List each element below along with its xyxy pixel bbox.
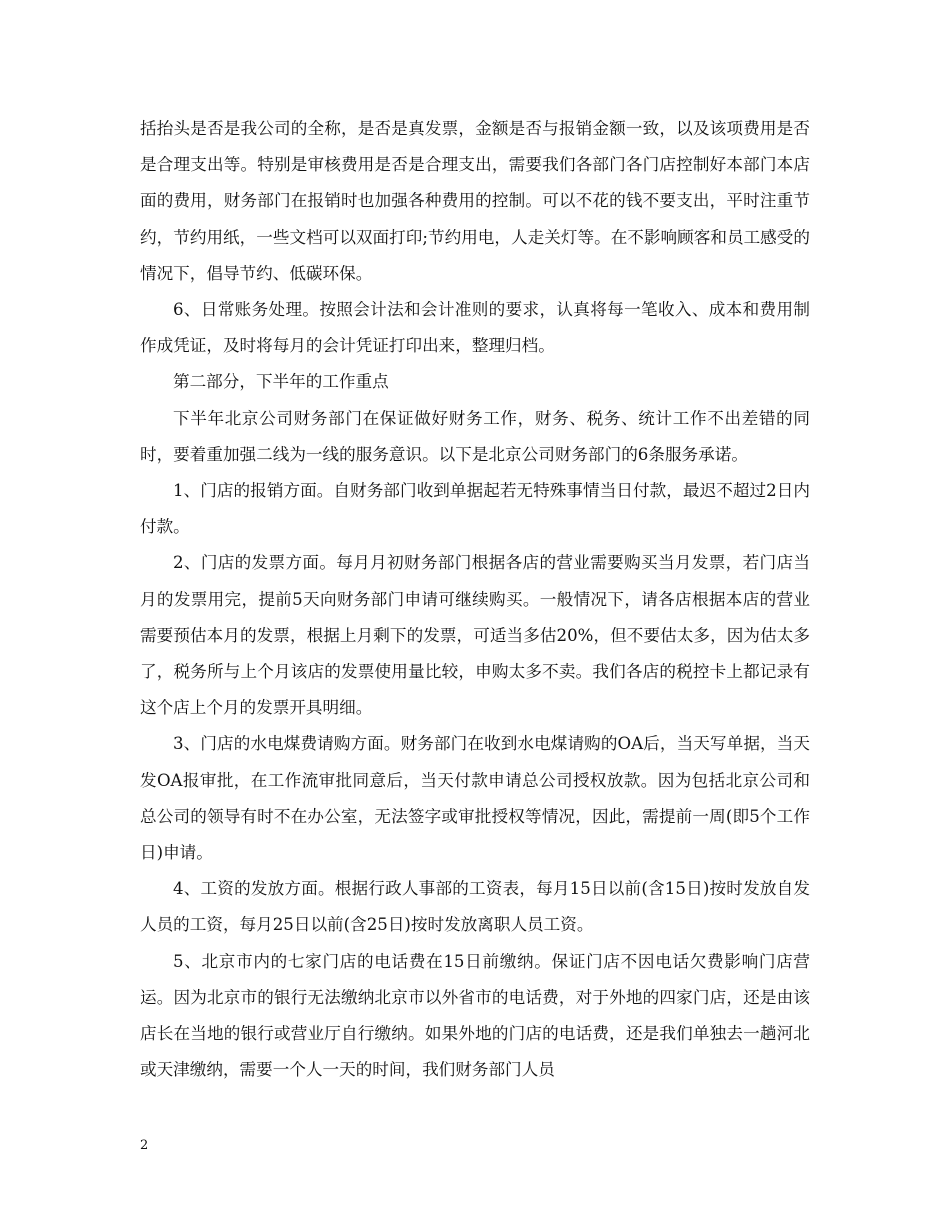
section-heading: 第二部分，下半年的工作重点 (173, 372, 389, 392)
paragraph-item-3: 3、门店的水电煤费请购方面。财务部门在收到水电煤请购的OA后，当天写单据，当天发OA报审批，在工作流审批同意后，当天付款申请总公司授权放款。因为包括北京公司和总公司的领导有时不在办公室，无法签字或审批授权等情况，因此，需提前一周(即5个工作日)申请。 (140, 734, 810, 863)
paragraph-item-1: 1、门店的报销方面。自财务部门收到单据起若无特殊事情当日付款，最迟不超过2日内付款。 (140, 481, 810, 537)
paragraph-intro: 下半年北京公司财务部门在保证做好财务工作，财务、税务、统计工作不出差错的同时，要着重加强二线为一线的服务意识。以下是北京公司财务部门的6条服务承诺。 (140, 408, 810, 464)
paragraph-item-5: 5、北京市内的七家门店的电话费在15日前缴纳。保证门店不因电话欠费影响门店营运。因为北京市的银行无法缴纳北京市以外省市的电话费，对于外地的四家门店，还是由该店长在当地的银行或营业厅自行缴纳。如果外地的门店的电话费，还是我们单独去一趟河北或天津缴纳，需要一个人一天的时间，我们财务部门人员 (140, 951, 810, 1080)
document-body (140, 111, 810, 1088)
paragraph-item-4: 4、工资的发放方面。根据行政人事部的工资表，每月15日以前(含15日)按时发放自发人员的工资，每月25日以前(含25日)按时发放离职人员工资。 (140, 879, 810, 935)
page-number: 2 (140, 1138, 149, 1153)
paragraph-item-6: 6、日常账务处理。按照会计法和会计准则的要求，认真将每一笔收入、成本和费用制作成凭证，及时将每月的会计凭证打印出来，整理归档。 (140, 300, 810, 356)
paragraph-item-2: 2、门店的发票方面。每月月初财务部门根据各店的营业需要购买当月发票，若门店当月的发票用完，提前5天向财务部门申请可继续购买。一般情况下，请各店根据本店的营业需要预估本月的发票，根据上月剩下的发票，可适当多估20%，但不要估太多，因为估太多了，税务所与上个月该店的发票使用量比较，申购太多不卖。我们各店的税控卡上都记录有这个店上个月的发票开具明细。 (140, 553, 810, 718)
paragraph-continuation: 括抬头是否是我公司的全称，是否是真发票，金额是否与报销金额一致，以及该项费用是否是合理支出等。特别是审核费用是否是合理支出，需要我们各部门各门店控制好本部门本店面的费用，财务部门在报销时也加强各种费用的控制。可以不花的钱不要支出，平时注重节约，节约用纸，一些文档可以双面打印;节约用电，人走关灯等。在不影响顾客和员工感受的情况下，倡导节约、低碳环保。 (140, 119, 810, 283)
